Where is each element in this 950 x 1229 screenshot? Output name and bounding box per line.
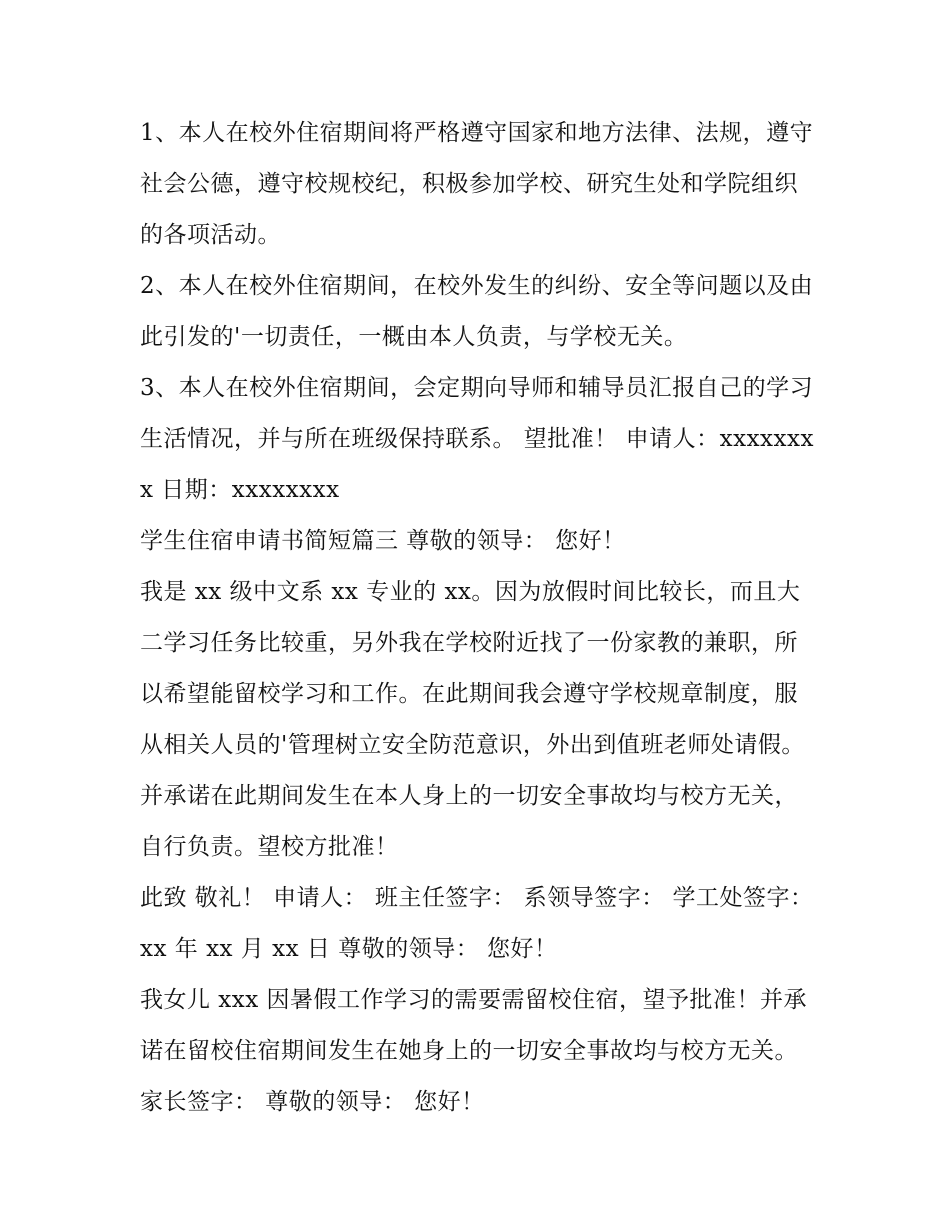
paragraph-parent-letter: 我女儿 xxx 因暑假工作学习的需要需留校住宿，望予批准！并承诺在留校住宿期间发生在她身上的一切安全事故均与校方无关。 家长签字： 尊敬的领导： 您好！ bbox=[140, 987, 808, 1115]
document-body bbox=[140, 108, 820, 1128]
paragraph-commitment-2: 2、本人在校外住宿期间，在校外发生的纠纷、安全等问题以及由此引发的'一切责任，一概由本人负责，与学校无关。 bbox=[140, 273, 814, 350]
paragraph-signatures: 此致 敬礼！ 申请人： 班主任签字： 系领导签字： 学工处签字： xx 年 xx 月 xx 日 尊敬的领导： 您好！ bbox=[140, 885, 814, 962]
paragraph-commitment-1: 1、本人在校外住宿期间将严格遵守国家和地方法律、法规，遵守社会公德，遵守校规校纪，积极参加学校、研究生处和学院组织的各项活动。 bbox=[140, 120, 814, 248]
paragraph-application-body: 我是 xx 级中文系 xx 专业的 xx。因为放假时间比较长，而且大二学习任务比较重，另外我在学校附近找了一份家教的兼职，所以希望能留校学习和工作。在此期间我会遵守学校规章制度，服从相关人员的'管理树立安全防范意识，外出到值班老师处请假。并承诺在此期间发生在本人身上的一切安全事故均与校方无关，自行负责。望校方批准！ bbox=[140, 579, 805, 860]
paragraph-section-heading: 学生住宿申请书简短篇三 尊敬的领导： 您好！ bbox=[140, 528, 626, 554]
paragraph-commitment-3: 3、本人在校外住宿期间，会定期向导师和辅导员汇报自己的学习生活情况，并与所在班级保持联系。 望批准！ 申请人：xxxxxxxx 日期：xxxxxxxx bbox=[140, 375, 814, 503]
